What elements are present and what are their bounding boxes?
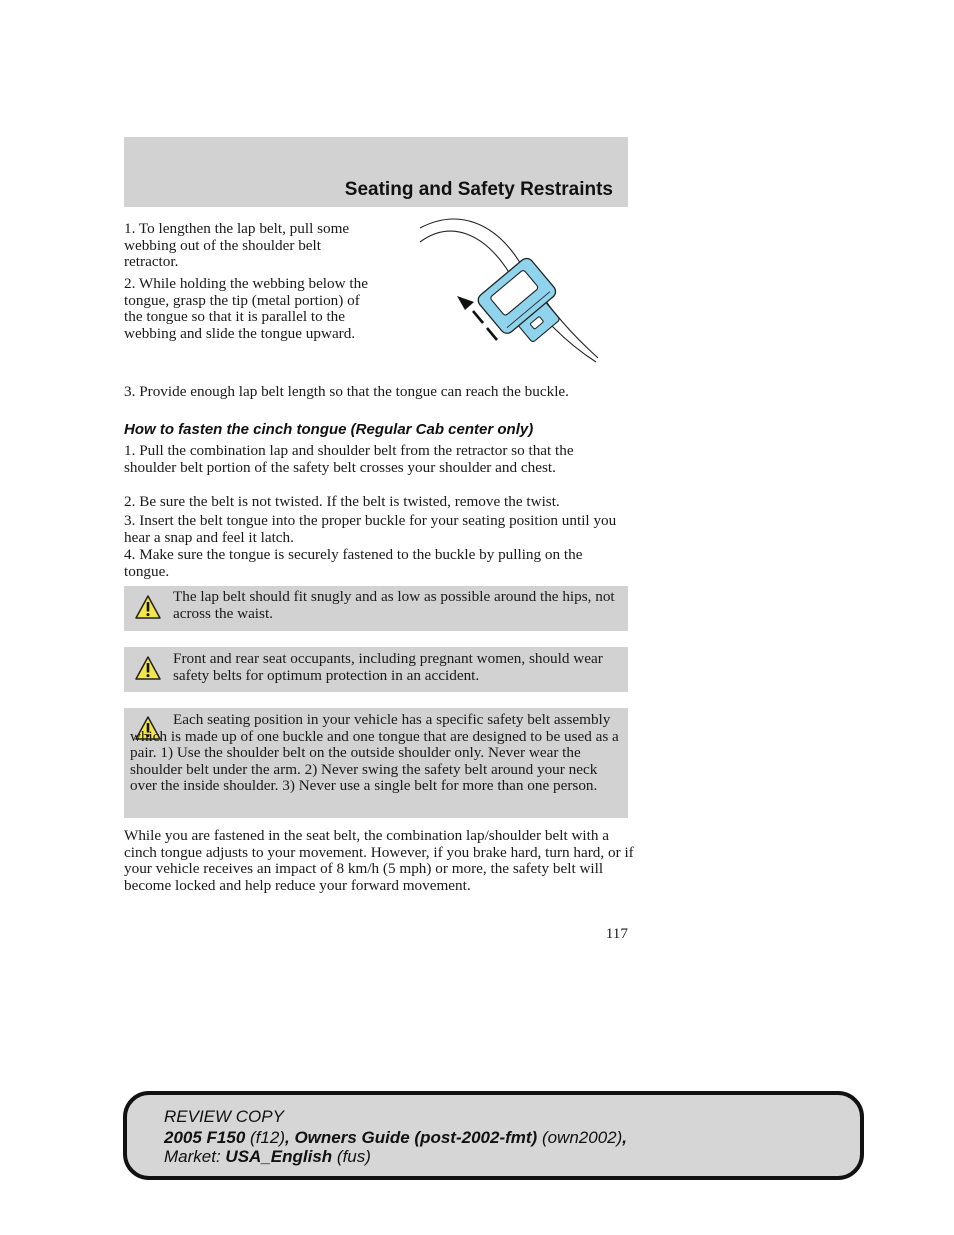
footer-market-line bbox=[164, 1147, 371, 1166]
cinch-step-4: 4. Make sure the tongue is securely fastened to the buckle by pulling on the tongue. bbox=[124, 546, 583, 580]
section-title: Seating and Safety Restraints bbox=[344, 179, 613, 200]
footer-guide: , Owners Guide (post-2002-fmt) bbox=[285, 1128, 538, 1147]
cinch-heading: How to fasten the cinch tongue (Regular Cab center only) bbox=[124, 421, 534, 438]
section-header bbox=[124, 137, 628, 207]
cinch-step-2: 2. Be sure the belt is not twisted. If the belt is twisted, remove the twist. bbox=[124, 493, 560, 510]
warning-box bbox=[124, 586, 628, 631]
cinch-step-3: 3. Insert the belt tongue into the proper buckle for your seating position until you hear a snap and feel it latch. bbox=[124, 512, 617, 546]
footer-model-code: (f12) bbox=[250, 1128, 285, 1147]
step-lengthen-2: 2. While holding the webbing below the tongue, grasp the tip (metal portion) of the tongue so that it is parallel to the webbing and slide the tongue upward. bbox=[124, 275, 368, 342]
seat-belt-tongue-adjust-illustration bbox=[410, 214, 606, 374]
warning-box bbox=[124, 708, 628, 818]
warning-text: The lap belt should fit snugly and as low as possible around the hips, not across the waist. bbox=[173, 588, 615, 622]
warning-triangle-icon bbox=[134, 594, 162, 620]
footer-guide-code: (own2002) bbox=[541, 1128, 623, 1147]
footer-review-label: REVIEW COPY bbox=[164, 1107, 284, 1126]
closing-paragraph: While you are fastened in the seat belt, the combination lap/shoulder belt with a cinch tongue adjusts to your movement. However, if you brake hard, turn hard, or if your vehicle receives an impact of 8 km/h (5 mph) or more, the safety belt will become locked and help reduce your forward movement. bbox=[124, 827, 634, 894]
footer-model-line bbox=[164, 1128, 627, 1147]
warning-text: Each seating position in your vehicle has a specific safety belt assembly which is made up of one buckle and one tongue that are designed to be used as a pair. 1) Use the shoulder belt on the outside shoulder only. Never wear the shoulder belt under the arm. 2) Never swing the safety belt around your neck over the inside shoulder. 3) Never use a single belt for more than one person. bbox=[130, 711, 619, 794]
review-footer bbox=[123, 1091, 864, 1180]
step-lengthen-3: 3. Provide enough lap belt length so that the tongue can reach the buckle. bbox=[124, 383, 569, 400]
footer-comma: , bbox=[622, 1128, 627, 1147]
step-lengthen-1: 1. To lengthen the lap belt, pull some webbing out of the shoulder belt retractor. bbox=[124, 220, 350, 270]
footer-market: USA_English bbox=[225, 1147, 333, 1166]
footer-market-label: Market: bbox=[164, 1147, 221, 1166]
footer-market-code: (fus) bbox=[336, 1147, 371, 1166]
warning-box bbox=[124, 647, 628, 692]
footer-model: 2005 F150 bbox=[164, 1128, 246, 1147]
warning-text: Front and rear seat occupants, including pregnant women, should wear safety belts for optimum protection in an accident. bbox=[173, 650, 603, 684]
warning-triangle-icon bbox=[134, 655, 162, 681]
cinch-step-1: 1. Pull the combination lap and shoulder belt from the retractor so that the shoulder belt portion of the safety belt crosses your shoulder and chest. bbox=[124, 442, 574, 476]
page-number: 117 bbox=[605, 925, 628, 942]
